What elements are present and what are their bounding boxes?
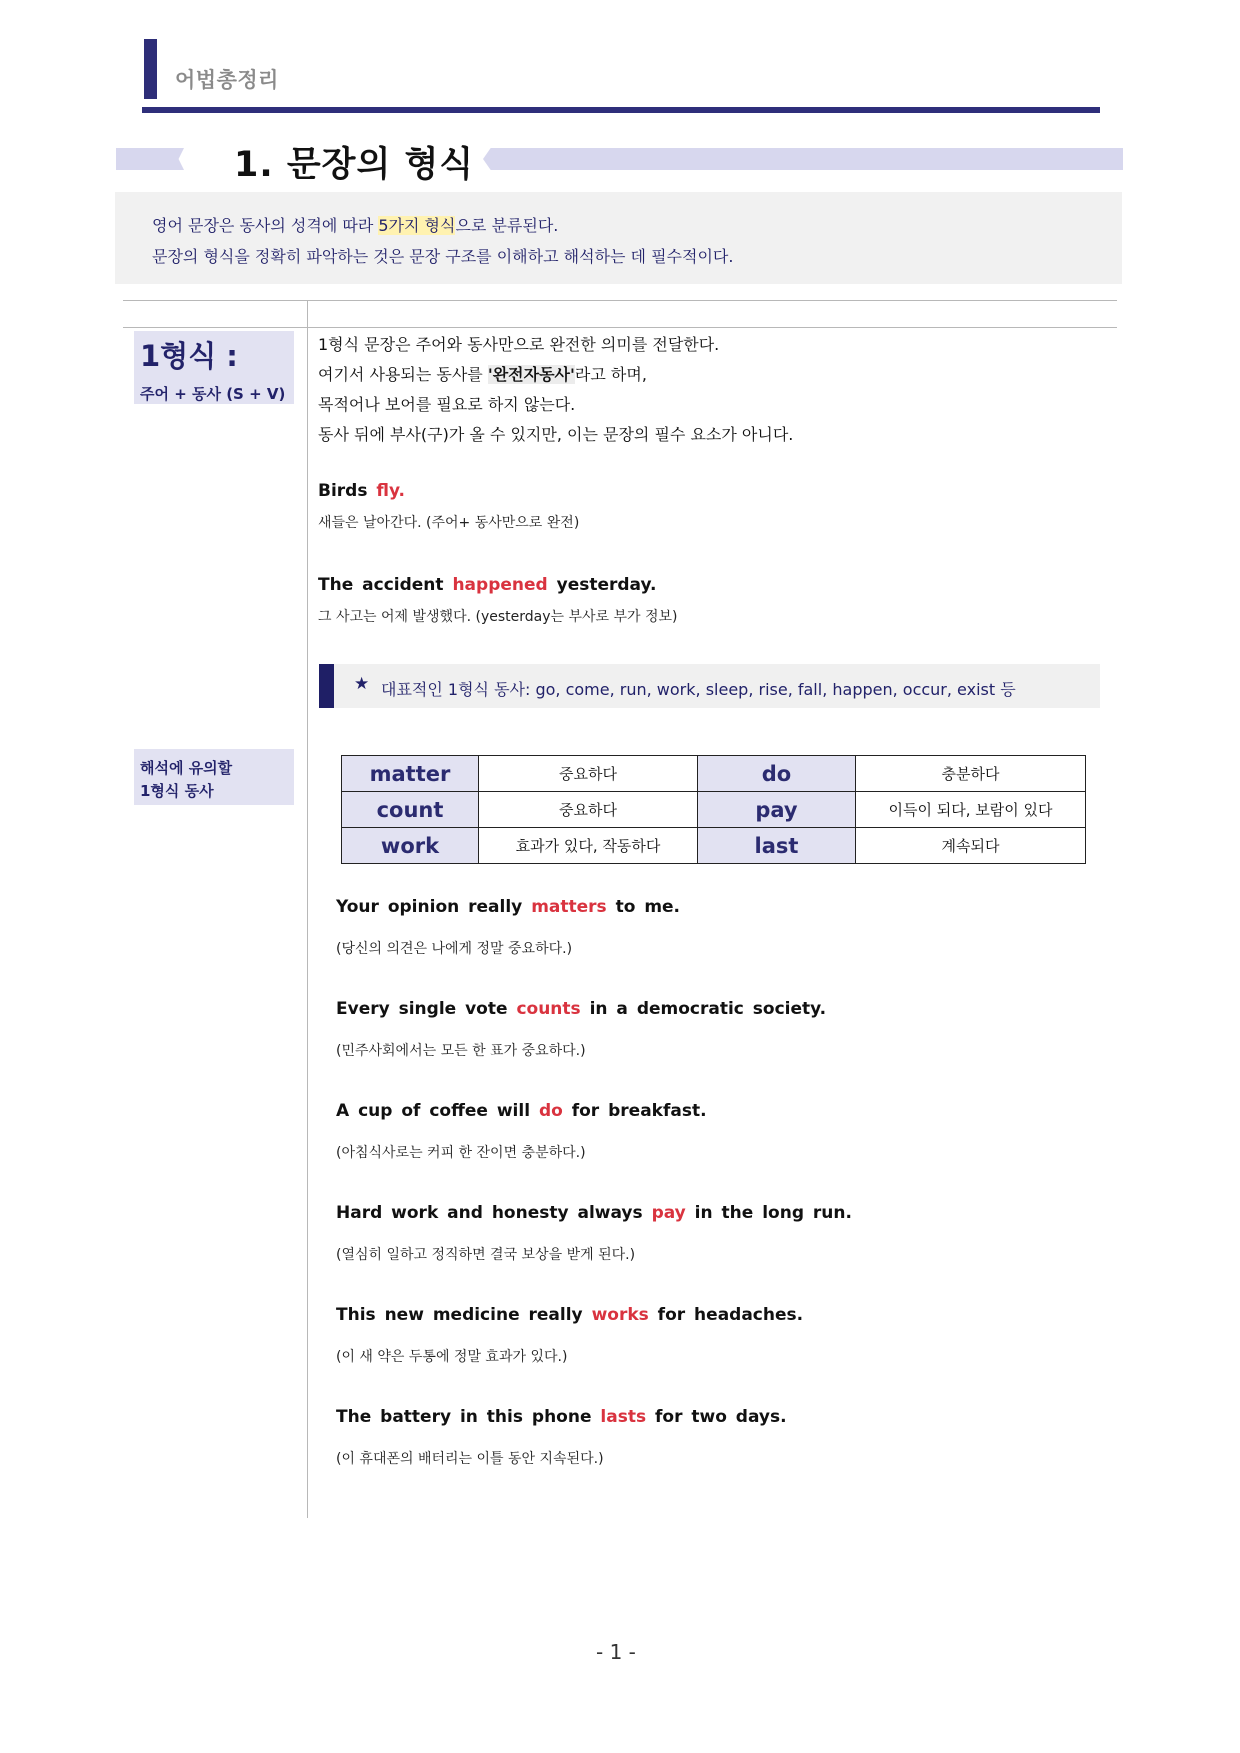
section-label: 어법총정리 xyxy=(175,68,279,92)
term-highlight: '완전자동사' xyxy=(487,365,575,384)
intro-box xyxy=(115,192,1122,284)
form1-example-ko: 그 사고는 어제 발생했다. (yesterday는 부사로 부가 정보) xyxy=(318,609,678,625)
meaning-cell: 이득이 되다, 보람이 있다 xyxy=(856,792,1086,828)
title-band-left xyxy=(116,148,184,170)
form1-example-en: Birds fly. xyxy=(318,481,405,501)
table-row xyxy=(342,792,1086,828)
note-example-ko: (열심히 일하고 정직하면 결국 보상을 받게 된다.) xyxy=(336,1247,636,1263)
meaning-cell: 중요하다 xyxy=(479,792,698,828)
meaning-cell: 효과가 있다, 작동하다 xyxy=(479,828,698,864)
verb-table xyxy=(341,755,1086,864)
intro-highlight: 5가지 형식 xyxy=(378,216,456,235)
form1-label-title: 1형식 : xyxy=(140,339,238,373)
verb-cell: matter xyxy=(342,756,479,792)
intro-line-2: 문장의 형식을 정확히 파악하는 것은 문장 구조를 이해하고 해석하는 데 필수적이다. xyxy=(152,247,734,266)
form1-desc-2: 여기서 사용되는 동사를 '완전자동사'라고 하며, xyxy=(318,365,647,384)
frame-divider-vertical xyxy=(307,300,308,1518)
verb-cell: last xyxy=(698,828,856,864)
callout-bar xyxy=(319,664,334,708)
note-example-en: A cup of coffee will do for breakfast. xyxy=(336,1101,707,1121)
table-row xyxy=(342,756,1086,792)
frame-line-top xyxy=(123,300,1117,301)
note-example-en: This new medicine really works for headaches. xyxy=(336,1305,804,1325)
note-label-line-1: 해석에 유의할 xyxy=(140,759,233,777)
form1-desc-3: 목적어나 보어를 필요로 하지 않는다. xyxy=(318,395,576,414)
form1-desc-4: 동사 뒤에 부사(구)가 올 수 있지만, 이는 문장의 필수 요소가 아니다. xyxy=(318,425,794,444)
verb-cell: work xyxy=(342,828,479,864)
frame-line-second xyxy=(123,327,1117,328)
note-example-en: Hard work and honesty always pay in the long run. xyxy=(336,1203,852,1223)
callout-text: 대표적인 1형식 동사: go, come, run, work, sleep, rise, fall, happen, occur, exist 등 xyxy=(381,680,1016,699)
verb-cell: count xyxy=(342,792,479,828)
note-example-ko: (아침식사로는 커피 한 잔이면 충분하다.) xyxy=(336,1145,586,1161)
verb-cell: pay xyxy=(698,792,856,828)
form1-example-ko: 새들은 날아간다. (주어+ 동사만으로 완전) xyxy=(318,515,580,531)
page-title: 1. 문장의 형식 xyxy=(234,145,475,185)
title-band-right xyxy=(483,148,1123,170)
note-example-ko: (이 새 약은 두통에 정말 효과가 있다.) xyxy=(336,1349,568,1365)
note-label-line-2: 1형식 동사 xyxy=(140,782,214,800)
header-rule xyxy=(142,107,1100,113)
form1-label-sub: 주어 + 동사 (S + V) xyxy=(140,385,286,403)
table-row xyxy=(342,828,1086,864)
note-example-en: Your opinion really matters to me. xyxy=(336,897,681,917)
note-example-en: Every single vote counts in a democratic society. xyxy=(336,999,827,1019)
meaning-cell: 중요하다 xyxy=(479,756,698,792)
note-example-ko: (이 휴대폰의 배터리는 이틀 동안 지속된다.) xyxy=(336,1451,604,1467)
note-example-en: The battery in this phone lasts for two days. xyxy=(336,1407,787,1427)
meaning-cell: 계속되다 xyxy=(856,828,1086,864)
note-example-ko: (당신의 의견은 나에게 정말 중요하다.) xyxy=(336,941,573,957)
meaning-cell: 충분하다 xyxy=(856,756,1086,792)
verb-cell: do xyxy=(698,756,856,792)
form1-example-en: The accident happened yesterday. xyxy=(318,575,657,595)
star-icon: ★ xyxy=(354,674,370,694)
page-number: - 1 - xyxy=(596,1640,636,1664)
header-accent-bar xyxy=(144,39,157,99)
note-example-ko: (민주사회에서는 모든 한 표가 중요하다.) xyxy=(336,1043,586,1059)
intro-line-1: 영어 문장은 동사의 성격에 따라 5가지 형식으로 분류된다. xyxy=(152,216,559,235)
form1-desc-1: 1형식 문장은 주어와 동사만으로 완전한 의미를 전달한다. xyxy=(318,335,720,354)
